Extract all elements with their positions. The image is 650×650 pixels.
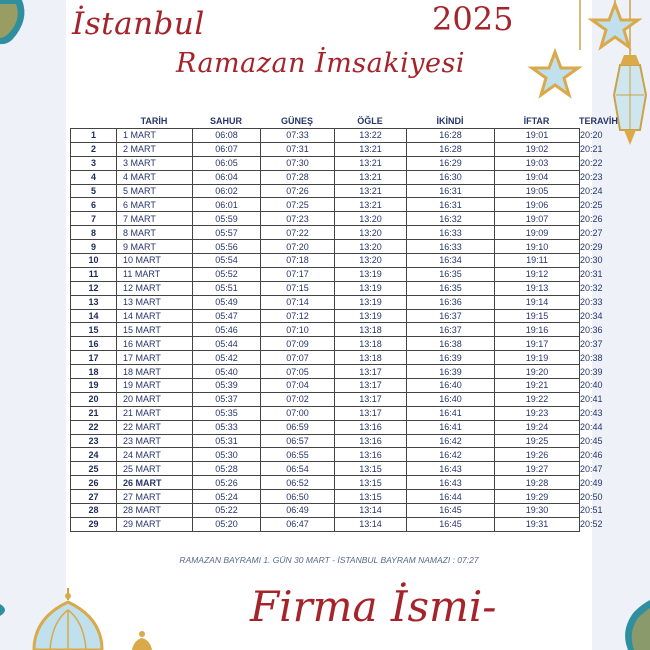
table-cell: 19:01 xyxy=(495,129,580,143)
table-cell: 06:54 xyxy=(261,462,335,476)
table-cell: 29 MART xyxy=(117,517,193,531)
table-cell: 4 MART xyxy=(117,170,193,184)
table-cell: 19:26 xyxy=(495,448,580,462)
table-cell: 14 MART xyxy=(117,309,193,323)
table-cell: 13:18 xyxy=(335,351,407,365)
table-row xyxy=(71,170,580,184)
table-cell: 4 xyxy=(71,170,117,184)
table-cell: 06:02 xyxy=(193,184,261,198)
table-cell: 7 MART xyxy=(117,212,193,226)
table-cell: 25 MART xyxy=(117,462,193,476)
table-cell: 06:04 xyxy=(193,170,261,184)
table-cell: 19:07 xyxy=(495,212,580,226)
table-row xyxy=(71,254,580,268)
table-cell: 07:26 xyxy=(261,184,335,198)
table-cell: 18 MART xyxy=(117,365,193,379)
table-cell: 16:37 xyxy=(407,309,495,323)
column-header: İFTAR xyxy=(523,116,550,126)
table-cell: 15 MART xyxy=(117,323,193,337)
table-cell: 17 xyxy=(71,351,117,365)
table-cell: 13:18 xyxy=(335,323,407,337)
table-cell: 05:39 xyxy=(193,379,261,393)
table-cell: 19:25 xyxy=(495,434,580,448)
table-cell: 13:16 xyxy=(335,434,407,448)
table-cell: 27 xyxy=(71,490,117,504)
table-cell: 13:14 xyxy=(335,517,407,531)
table-cell: 16 xyxy=(71,337,117,351)
table-cell: 19:09 xyxy=(495,226,580,240)
table-cell: 16:44 xyxy=(407,490,495,504)
table-cell: 13:14 xyxy=(335,504,407,518)
table-cell: 26 xyxy=(71,476,117,490)
year-title: 2025 xyxy=(432,0,514,38)
table-cell: 7 xyxy=(71,212,117,226)
table-cell: 19:05 xyxy=(495,184,580,198)
table-cell: 21 xyxy=(71,406,117,420)
table-cell: 19:28 xyxy=(495,476,580,490)
table-cell: 16:35 xyxy=(407,281,495,295)
table-row xyxy=(71,323,580,337)
table-cell: 3 xyxy=(71,156,117,170)
table-cell: 07:09 xyxy=(261,337,335,351)
table-cell: 13:20 xyxy=(335,240,407,254)
table-cell: 16:42 xyxy=(407,434,495,448)
table-cell: 24 xyxy=(71,448,117,462)
table-cell: 13:21 xyxy=(335,198,407,212)
table-cell: 06:47 xyxy=(261,517,335,531)
table-cell: 13:20 xyxy=(335,254,407,268)
table-cell: 3 MART xyxy=(117,156,193,170)
table-cell: 16:32 xyxy=(407,212,495,226)
table-row xyxy=(71,504,580,518)
table-row xyxy=(71,351,580,365)
table-cell: 23 xyxy=(71,434,117,448)
table-cell: 19:10 xyxy=(495,240,580,254)
table-cell: 07:04 xyxy=(261,379,335,393)
table-cell: 07:05 xyxy=(261,365,335,379)
table-cell: 16 MART xyxy=(117,337,193,351)
table-cell: 13:17 xyxy=(335,392,407,406)
bottom-left-dome-icon xyxy=(0,588,160,650)
table-cell: 5 MART xyxy=(117,184,193,198)
table-cell: 05:54 xyxy=(193,254,261,268)
table-cell: 12 xyxy=(71,281,117,295)
table-cell: 05:44 xyxy=(193,337,261,351)
table-cell: 07:07 xyxy=(261,351,335,365)
table-row xyxy=(71,476,580,490)
table-cell: 19:04 xyxy=(495,170,580,184)
table-cell: 19:30 xyxy=(495,504,580,518)
top-left-ornament-icon xyxy=(0,0,30,46)
table-cell: 05:40 xyxy=(193,365,261,379)
table-cell: 13:15 xyxy=(335,476,407,490)
table-cell: 06:08 xyxy=(193,129,261,143)
column-header: İKİNDİ xyxy=(436,116,464,126)
table-cell: 05:35 xyxy=(193,406,261,420)
table-cell: 07:10 xyxy=(261,323,335,337)
table-cell: 19:17 xyxy=(495,337,580,351)
table-cell: 06:55 xyxy=(261,448,335,462)
table-cell: 6 xyxy=(71,198,117,212)
table-cell: 13:18 xyxy=(335,337,407,351)
table-row xyxy=(71,129,580,143)
table-cell: 07:17 xyxy=(261,267,335,281)
table-cell: 13:19 xyxy=(335,295,407,309)
table-cell: 16:33 xyxy=(407,226,495,240)
table-cell: 19:22 xyxy=(495,392,580,406)
table-cell: 05:49 xyxy=(193,295,261,309)
table-cell: 05:56 xyxy=(193,240,261,254)
table-cell: 13:20 xyxy=(335,226,407,240)
table-cell: 16:28 xyxy=(407,142,495,156)
table-row xyxy=(71,184,580,198)
table-cell: 16:42 xyxy=(407,448,495,462)
table-cell: 05:42 xyxy=(193,351,261,365)
table-cell: 2 xyxy=(71,142,117,156)
table-cell: 19:02 xyxy=(495,142,580,156)
table-cell: 07:25 xyxy=(261,198,335,212)
table-cell: 13:17 xyxy=(335,406,407,420)
table-cell: 22 xyxy=(71,420,117,434)
table-row xyxy=(71,295,580,309)
table-cell: 16:35 xyxy=(407,267,495,281)
table-cell: 06:07 xyxy=(193,142,261,156)
table-cell: 19 MART xyxy=(117,379,193,393)
table-cell: 05:57 xyxy=(193,226,261,240)
company-name: Firma İsmi- xyxy=(250,582,497,631)
table-row xyxy=(71,240,580,254)
table-row xyxy=(71,517,580,531)
column-header: GÜNEŞ xyxy=(280,116,313,126)
table-cell: 13:15 xyxy=(335,462,407,476)
table-cell: 06:57 xyxy=(261,434,335,448)
table-row xyxy=(71,198,580,212)
table-row xyxy=(71,365,580,379)
table-cell: 16:45 xyxy=(407,517,495,531)
table-row xyxy=(71,379,580,393)
table-cell: 16:36 xyxy=(407,295,495,309)
table-cell: 11 xyxy=(71,267,117,281)
table-cell: 26 MART xyxy=(117,476,193,490)
table-cell: 11 MART xyxy=(117,267,193,281)
table-cell: 5 xyxy=(71,184,117,198)
table-cell: 10 MART xyxy=(117,254,193,268)
table-cell: 27 MART xyxy=(117,490,193,504)
table-row xyxy=(71,406,580,420)
table-cell: 16:30 xyxy=(407,170,495,184)
table-cell: 13:17 xyxy=(335,365,407,379)
table-cell: 16:34 xyxy=(407,254,495,268)
table-cell: 05:51 xyxy=(193,281,261,295)
table-cell: 13:15 xyxy=(335,490,407,504)
table-cell: 05:28 xyxy=(193,462,261,476)
table-cell: 07:20 xyxy=(261,240,335,254)
table-row xyxy=(71,281,580,295)
table-cell: 16:31 xyxy=(407,198,495,212)
table-cell: 06:52 xyxy=(261,476,335,490)
table-cell: 16:29 xyxy=(407,156,495,170)
table-cell: 8 xyxy=(71,226,117,240)
table-cell: 05:31 xyxy=(193,434,261,448)
table-cell: 19:19 xyxy=(495,351,580,365)
table-cell: 19:29 xyxy=(495,490,580,504)
table-cell: 16:45 xyxy=(407,504,495,518)
table-cell: 20 MART xyxy=(117,392,193,406)
table-cell: 9 MART xyxy=(117,240,193,254)
table-row xyxy=(71,337,580,351)
table-cell: 05:22 xyxy=(193,504,261,518)
table-cell: 19:11 xyxy=(495,254,580,268)
table-cell: 07:23 xyxy=(261,212,335,226)
column-header: SAHUR xyxy=(209,116,242,126)
table-row xyxy=(71,434,580,448)
table-cell: 13:22 xyxy=(335,129,407,143)
column-header: TARİH xyxy=(140,116,168,126)
table-cell: 06:59 xyxy=(261,420,335,434)
column-header: ÖĞLE xyxy=(357,116,383,126)
bottom-right-ornament-icon xyxy=(620,600,650,650)
table-cell: 07:15 xyxy=(261,281,335,295)
imsakiye-table xyxy=(70,128,580,532)
table-cell: 19:21 xyxy=(495,379,580,393)
table-cell: 13:21 xyxy=(335,156,407,170)
table-cell: 05:24 xyxy=(193,490,261,504)
table-cell: 8 MART xyxy=(117,226,193,240)
table-cell: 15 xyxy=(71,323,117,337)
table-cell: 16:41 xyxy=(407,420,495,434)
table-cell: 13:19 xyxy=(335,309,407,323)
table-cell: 16:33 xyxy=(407,240,495,254)
table-cell: 05:30 xyxy=(193,448,261,462)
bayram-note: RAMAZAN BAYRAMI 1. GÜN 30 MART - İSTANBUL BAYRAM NAMAZI : 07:27 xyxy=(179,555,479,565)
table-cell: 12 MART xyxy=(117,281,193,295)
table-cell: 28 xyxy=(71,504,117,518)
table-cell: 05:46 xyxy=(193,323,261,337)
table-cell: 19:03 xyxy=(495,156,580,170)
table-cell: 19:14 xyxy=(495,295,580,309)
table-row xyxy=(71,309,580,323)
table-cell: 2 MART xyxy=(117,142,193,156)
table-cell: 07:30 xyxy=(261,156,335,170)
table-cell: 05:33 xyxy=(193,420,261,434)
table-row xyxy=(71,226,580,240)
table-cell: 16:39 xyxy=(407,365,495,379)
table-cell: 13 MART xyxy=(117,295,193,309)
table-cell: 9 xyxy=(71,240,117,254)
table-cell: 16:38 xyxy=(407,337,495,351)
table-cell: 07:22 xyxy=(261,226,335,240)
table-cell: 19:20 xyxy=(495,365,580,379)
table-cell: 13:21 xyxy=(335,142,407,156)
table-cell: 10 xyxy=(71,254,117,268)
table-cell: 05:52 xyxy=(193,267,261,281)
table-cell: 19:23 xyxy=(495,406,580,420)
table-cell: 07:00 xyxy=(261,406,335,420)
table-cell: 16:43 xyxy=(407,476,495,490)
table-cell: 25 xyxy=(71,462,117,476)
table-row xyxy=(71,142,580,156)
table-cell: 19:15 xyxy=(495,309,580,323)
table-cell: 16:28 xyxy=(407,129,495,143)
table-cell: 13:19 xyxy=(335,281,407,295)
table-row xyxy=(71,490,580,504)
table-cell: 19:31 xyxy=(495,517,580,531)
table-cell: 07:18 xyxy=(261,254,335,268)
table-cell: 29 xyxy=(71,517,117,531)
table-cell: 14 xyxy=(71,309,117,323)
page-title: Ramazan İmsakiyesi xyxy=(176,48,465,79)
table-cell: 16:40 xyxy=(407,379,495,393)
table-cell: 07:02 xyxy=(261,392,335,406)
table-cell: 13:16 xyxy=(335,420,407,434)
table-cell: 07:31 xyxy=(261,142,335,156)
table-row xyxy=(71,267,580,281)
table-cell: 22 MART xyxy=(117,420,193,434)
table-cell: 07:12 xyxy=(261,309,335,323)
table-cell: 16:41 xyxy=(407,406,495,420)
table-cell: 05:47 xyxy=(193,309,261,323)
table-cell: 13:20 xyxy=(335,212,407,226)
table-cell: 18 xyxy=(71,365,117,379)
table-cell: 19:13 xyxy=(495,281,580,295)
table-row xyxy=(71,448,580,462)
table-cell: 16:37 xyxy=(407,323,495,337)
table-cell: 05:37 xyxy=(193,392,261,406)
table-row xyxy=(71,392,580,406)
left-margin-background xyxy=(0,0,66,650)
table-cell: 19:24 xyxy=(495,420,580,434)
table-cell: 05:20 xyxy=(193,517,261,531)
table-cell: 20 xyxy=(71,392,117,406)
table-cell: 19:27 xyxy=(495,462,580,476)
table-row xyxy=(71,156,580,170)
table-cell: 19:16 xyxy=(495,323,580,337)
table-cell: 05:59 xyxy=(193,212,261,226)
table-cell: 13:16 xyxy=(335,448,407,462)
city-title: İstanbul xyxy=(72,6,205,42)
table-cell: 07:28 xyxy=(261,170,335,184)
table-cell: 16:31 xyxy=(407,184,495,198)
table-row xyxy=(71,420,580,434)
table-cell: 1 xyxy=(71,129,117,143)
table-cell: 13:21 xyxy=(335,184,407,198)
table-cell: 19:12 xyxy=(495,267,580,281)
table-cell: 19 xyxy=(71,379,117,393)
table-cell: 06:49 xyxy=(261,504,335,518)
table-row xyxy=(71,212,580,226)
table-cell: 06:05 xyxy=(193,156,261,170)
table-cell: 28 MART xyxy=(117,504,193,518)
table-cell: 13:21 xyxy=(335,170,407,184)
table-cell: 16:40 xyxy=(407,392,495,406)
table-cell: 1 MART xyxy=(117,129,193,143)
table-cell: 13:17 xyxy=(335,379,407,393)
table-cell: 23 MART xyxy=(117,434,193,448)
table-row xyxy=(71,462,580,476)
table-cell: 6 MART xyxy=(117,198,193,212)
table-cell: 24 MART xyxy=(117,448,193,462)
table-cell: 19:06 xyxy=(495,198,580,212)
table-cell: 06:50 xyxy=(261,490,335,504)
table-cell: 16:39 xyxy=(407,351,495,365)
table-cell: 06:01 xyxy=(193,198,261,212)
table-cell: 13:19 xyxy=(335,267,407,281)
table-cell: 21 MART xyxy=(117,406,193,420)
column-header: TERAVİH xyxy=(579,116,618,126)
table-cell: 16:43 xyxy=(407,462,495,476)
table-cell: 07:14 xyxy=(261,295,335,309)
table-cell: 17 MART xyxy=(117,351,193,365)
table-cell: 13 xyxy=(71,295,117,309)
table-cell: 07:33 xyxy=(261,129,335,143)
table-cell: 05:26 xyxy=(193,476,261,490)
